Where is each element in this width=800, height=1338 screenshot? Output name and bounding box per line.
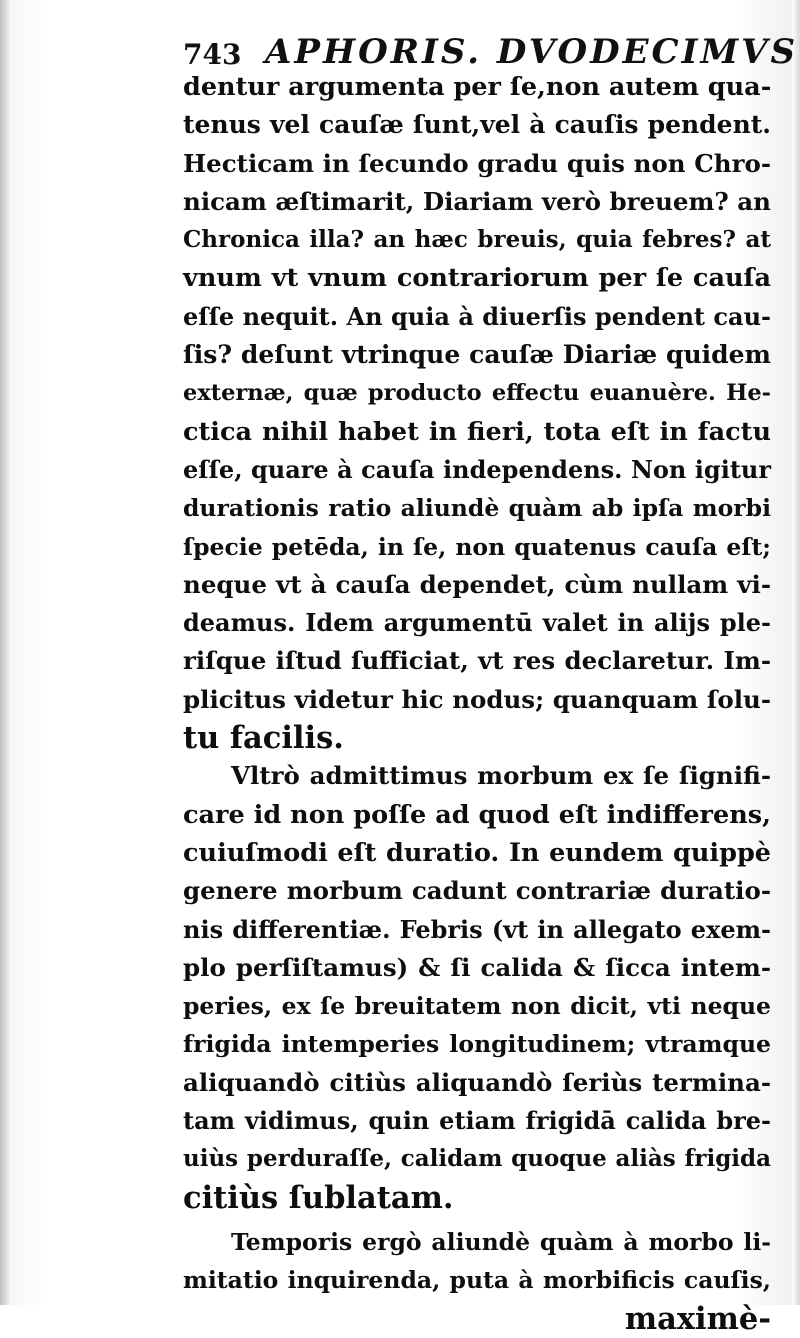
text-line: nicam æſtimarit, Diariam verò breuem? an	[183, 186, 771, 216]
text-line: cuiuſmodi eſt duratio. In eundem quippè	[183, 837, 771, 868]
text-line: ctica nihil habet in fieri, tota eſt in factu	[183, 416, 771, 447]
text-line: eſſe nequit. An quia à diuerſis pendent cau-	[183, 301, 771, 331]
paragraph-1	[183, 68, 771, 757]
text-line: dentur argumenta per ſe,non autem qua-	[183, 72, 772, 102]
text-line: eſſe, quare à cauſa independens. Non igitur	[183, 454, 771, 484]
text-line: mitatio inquirenda, puta à morbificis cauſis,	[183, 1266, 771, 1295]
text-line: tu facilis.	[183, 720, 344, 757]
text-line: durationis ratio aliundè quàm ab ipſa morbi	[183, 494, 771, 523]
text-line: frigida intemperies longitudinem; vtramque	[183, 1030, 771, 1059]
text-line: vnum vt vnum contrariorum per ſe cauſa	[183, 263, 771, 294]
page-gutter-shadow	[0, 0, 10, 1305]
text-line: genere morbum cadunt contrariæ duratio-	[183, 876, 771, 906]
text-line: externæ, quæ producto effectu euanuère. He-	[183, 380, 771, 407]
text-line: riſque iſtud ſufficiat, vt res declaretur. Im-	[183, 646, 771, 676]
text-line: aliquandò citiùs aliquandò ſeriùs termina-	[183, 1067, 771, 1097]
text-line: tenus vel cauſæ ſunt,vel à cauſis pendent.	[183, 110, 771, 140]
text-line: ſis? deſunt vtrinque cauſæ Diariæ quidem	[183, 340, 771, 370]
body-text	[183, 68, 771, 1338]
text-line: peries, ex ſe breuitatem non dicit, vti neque	[183, 992, 771, 1021]
text-line: Hecticam in ſecundo gradu quis non Chro-	[183, 148, 771, 178]
text-line: plo perſiſtamus) & ſi calida & ſicca intem-	[183, 952, 771, 982]
text-line: citiùs ſublatam.	[183, 1179, 454, 1216]
text-line: ſpecie petēda, in ſe, non quatenus cauſa eſt;	[183, 532, 771, 561]
text-line: neque vt à cauſa dependet, cùm nullam vi-	[183, 569, 771, 599]
page-number: 743	[183, 38, 242, 71]
page-edge	[792, 0, 800, 1305]
paragraph-3	[183, 1223, 771, 1300]
text-line: uiùs perduraſſe, calidam quoque aliàs frigida	[183, 1145, 771, 1173]
text-line: Vltrò admittimus morbum ex ſe ſignifi-	[231, 761, 771, 791]
text-line: Temporis ergò aliundè quàm à morbo li-	[231, 1227, 771, 1256]
catchword: maximè-	[624, 1300, 771, 1337]
text-line: tam vidimus, quin etiam frigidā calida bre-	[183, 1106, 771, 1136]
running-head-title: APHORIS. DVODECIMVS	[265, 32, 799, 72]
text-line: Chronica illa? an hæc breuis, quia febres? at	[183, 226, 771, 254]
paragraph-2	[183, 757, 771, 1217]
text-line: care id non poſſe ad quod eſt indifferens,	[183, 799, 771, 830]
text-line: deamus. Idem argumentū valet in alijs ple-	[183, 608, 771, 638]
text-line: plicitus videtur hic nodus; quanquam ſolu-	[183, 684, 771, 714]
text-line: nis differentiæ. Febris (vt in allegato exem-	[183, 914, 771, 944]
